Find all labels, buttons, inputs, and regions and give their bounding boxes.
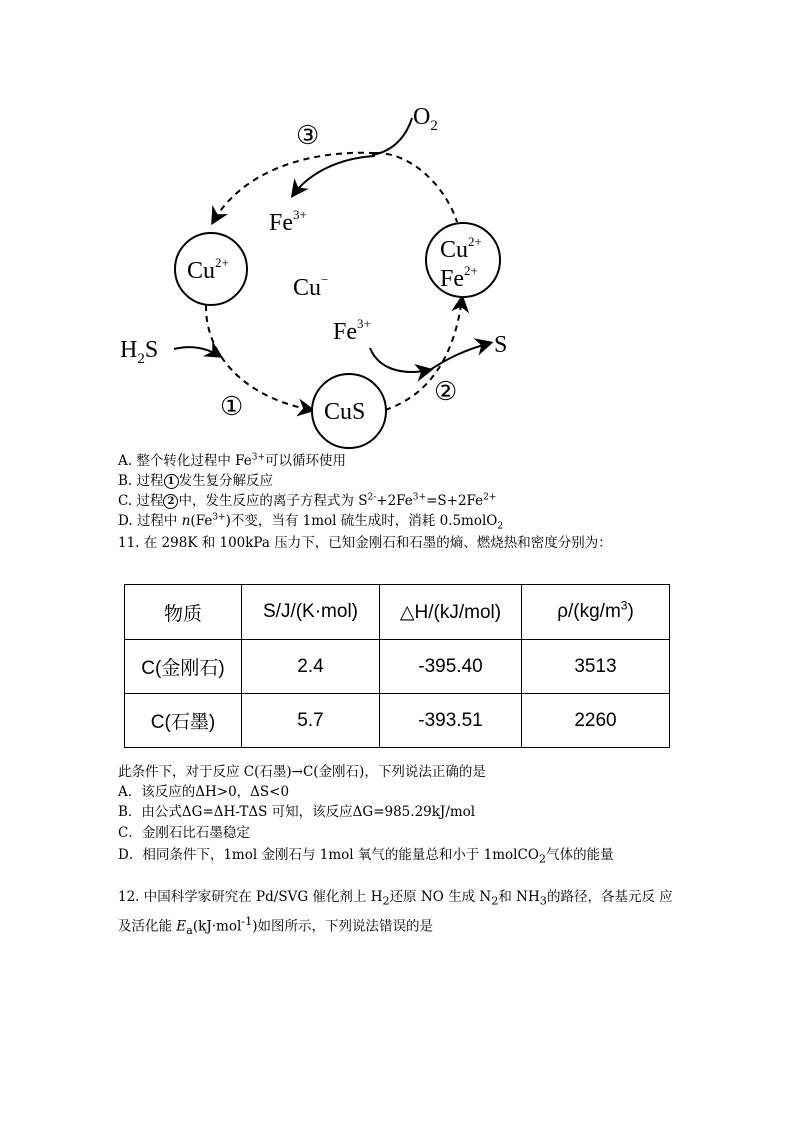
table-cell: 5.7 [242, 694, 380, 748]
q11-option-a: A．该反应的ΔH>0，ΔS<0 [118, 784, 290, 800]
q10-option-d: D. 过程中 $n(Fe^{3+})$不变，当有 1mol 硫生成时，消耗 0.5molO$_2$ [118, 512, 504, 532]
fe3-regeneration-arrow [293, 156, 375, 195]
fe3-mid-label: $Fe^{3+}$ [333, 316, 371, 345]
table-cell: C(金刚石) [125, 640, 242, 694]
q11-property-table [124, 584, 670, 748]
q10-option-b: B. 过程 1 发生复分解反应 [118, 473, 274, 489]
table-row [125, 694, 670, 748]
o2-label: $O_2$ [413, 104, 438, 134]
step2-mark: 2 [163, 494, 178, 509]
q11-option-c: C．金刚石比石墨稳定 [118, 825, 250, 841]
table-cell: 2260 [522, 694, 670, 748]
fe3-in-arrow [370, 348, 430, 372]
o2-arrow [372, 118, 412, 155]
step2-label: ② [434, 377, 458, 406]
table-header-row [125, 585, 670, 640]
reaction-cycle-diagram [0, 0, 794, 450]
q11-option-b: B．由公式ΔG=ΔH-TΔS 可知，该反应ΔG=985.29kJ/mol [118, 804, 476, 820]
step1-label: ① [220, 392, 244, 421]
table-cell: -395.40 [380, 640, 522, 694]
q12-stem: 12. 中国科学家研究在 Pd/SVG 催化剂上 $H_2$还原 NO 生成 $N_2$和 $NH_3$的路径，各基元反 应及活化能 $E_a(kJ\cdot mol^{-1})$如图所示，下列说法错误的是 [118, 889, 673, 937]
step1-mark: 1 [164, 474, 179, 489]
table-cell: -393.51 [380, 694, 522, 748]
s-label: S [494, 332, 508, 358]
header-entropy: S/J/(K·mol) [242, 585, 380, 640]
cycle-path-top-right [375, 153, 457, 222]
step3-label: ③ [296, 121, 320, 150]
table-cell: 3513 [522, 640, 670, 694]
header-density: $\rho/(kg/m^3)$ [522, 585, 670, 640]
cu2-label: $Cu^{2+}$ [187, 255, 229, 284]
q11-option-d: D．相同条件下，1mol 金刚石与 1mol 氧气的能量总和小于 1molCO$_2$气体的能量 [118, 847, 614, 866]
header-enthalpy: △H/(kJ/mol) [380, 585, 522, 640]
q10-option-a: A. 整个转化过程中 $Fe^{3+}$可以循环使用 [118, 452, 347, 469]
s-out-arrow [430, 343, 490, 370]
table-row [125, 640, 670, 694]
table-cell: 2.4 [242, 640, 380, 694]
cus-label: CuS [324, 399, 366, 425]
table-cell: C(石墨) [125, 694, 242, 748]
cu2-right-label: $Cu^{2+}$ [440, 234, 482, 263]
cu-minus-label: Cu− [293, 272, 329, 301]
header-substance: 物质 [125, 585, 242, 640]
h2s-arrow [174, 347, 220, 356]
h2s-label: $H_2S$ [120, 337, 159, 367]
fe3-top-label: $Fe^{3+}$ [269, 207, 307, 236]
q11-lead: 此条件下，对于反应 C(石墨)→C(金刚石)，下列说法正确的是 [118, 764, 486, 780]
q10-option-c: C. 过程 2 中，发生反应的离子方程式为 $S^{2-}+2Fe^{3+}=S+2Fe^{2+}$ [118, 492, 497, 509]
fe2-right-label: $Fe^{2+}$ [440, 263, 478, 292]
q11-stem: 11. 在 298K 和 100kPa 压力下，已知金刚石和石墨的熵、燃烧热和密度分别为： [118, 535, 612, 551]
